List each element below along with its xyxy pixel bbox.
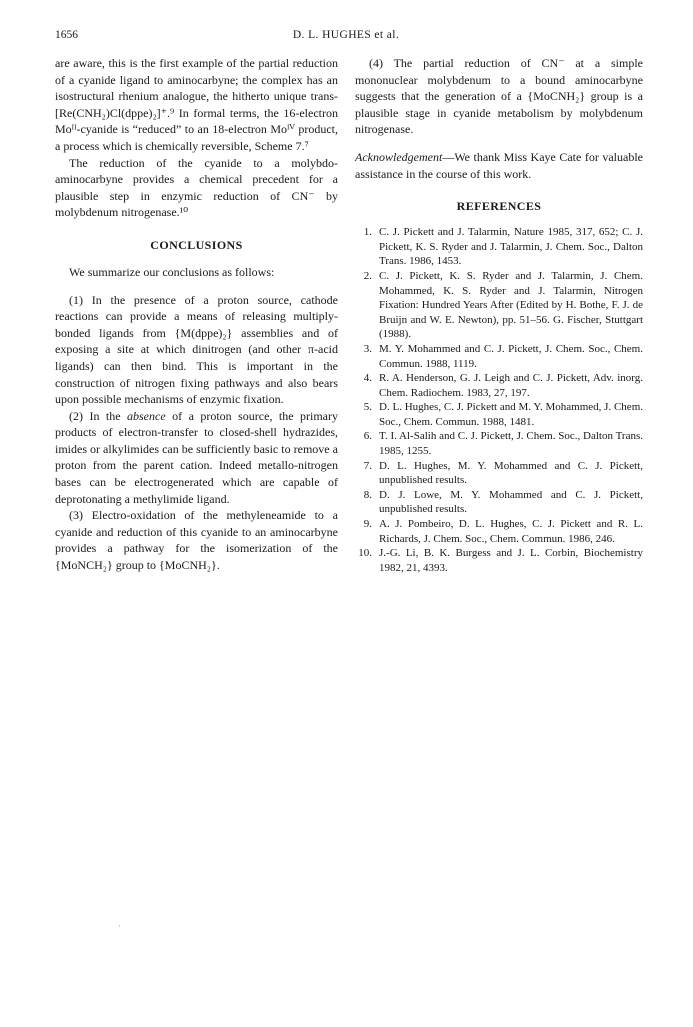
reference-number: 7. [363, 459, 372, 472]
conclusion-1: (1) In the presence of a proton source, cathode reactions can provide a means of releasing multiply-bonded ligands from {M(dppe)₂} assemblies and of exposing a site at which dinitrogen (and other π-acid ligands) can then bind. This is important in the construction of nitrogen fixing pathways and also bears upon possible mechanisms of enzymic fixation. [55, 292, 338, 407]
reference-text: D. J. Lowe, M. Y. Mohammed and C. J. Pickett, unpublished results. [379, 488, 643, 516]
reference-number: 6. [363, 430, 372, 443]
reference-text: M. Y. Mohammed and C. J. Pickett, J. Chem. Soc., Chem. Commun. 1988, 1119. [379, 342, 643, 370]
conclusion-2-emphasis: absence [127, 408, 166, 423]
reference-number: 4. [363, 372, 372, 385]
reference-item [355, 517, 643, 546]
reference-text: T. I. Al-Salih and C. J. Pickett, J. Chem. Soc., Dalton Trans. 1985, 1255. [379, 430, 643, 458]
paragraph-chemical-precedent: The reduction of the cyanide to a molybdo-aminocarbyne provides a chemical precedent for a plausible step in enzymic reduction of CN⁻ by molybdenum nitrogenase.¹⁰ [55, 155, 338, 220]
conclusion-2 [55, 408, 338, 508]
conclusion-2-text-a: (2) In the [69, 408, 128, 423]
reference-item [355, 225, 643, 269]
conclusions-heading: CONCLUSIONS [150, 237, 243, 252]
reference-item [355, 269, 643, 342]
reference-number: 9. [363, 518, 372, 531]
references-heading: REFERENCES [456, 199, 542, 214]
reference-text: D. L. Hughes, C. J. Pickett and M. Y. Mohammed, J. Chem. Soc., Chem. Commun. 1988, 1481. [379, 401, 643, 428]
page-number: 1656 [55, 29, 78, 41]
acknowledgement [355, 149, 643, 182]
paragraph-cyanide-reduction: are aware, this is the first example of the partial reduction of a cyanide ligand to aminocarbyne; the complex has an isostructural rhenium analogue, the hitherto unique trans-[Re(CNH₂)Cl(dppe)₂]⁺.⁹ In formal terms, the 16-electron Moᴵᴵ-cyanide is “reduced” to an 18-electron Moᴵⱽ product, a process which is chemically reversible, Scheme 7.⁷ [55, 56, 338, 153]
references-list [355, 225, 643, 575]
scan-mark: · [118, 922, 121, 931]
reference-text: J.-G. Li, B. K. Burgess and J. L. Corbin, Biochemistry 1982, 21, 4393. [379, 547, 643, 574]
reference-number: 8. [363, 488, 372, 501]
reference-item [355, 371, 643, 400]
reference-number: 2. [363, 269, 372, 282]
reference-number: 10. [358, 547, 372, 560]
reference-item [355, 488, 643, 517]
reference-item [355, 459, 643, 488]
conclusion-2-text-b: of a proton source, the primary products of electron-transfer to closed-shell hydrazides, imides or alkylimides can be sufficiently basic to remove a proton from the parent cation. Indeed metallo-nitrogen bases can be electrogenerated which are capable of deprotonating a methylimide ligand. [55, 408, 338, 506]
conclusion-4: (4) The partial reduction of CN⁻ at a simple mononuclear molybdenum to a bound aminocarbyne suggests that the generation of a {MoCNH₂} group is a plausible stage in cyanide metabolism by molybdenum nitrogenase. [355, 56, 643, 137]
acknowledgement-text: —We thank Miss Kaye Cate for valuable assistance in the course of this work. [355, 149, 643, 181]
reference-item [355, 342, 643, 371]
conclusion-3: (3) Electro-oxidation of the methyleneamide to a cyanide and reduction of this cyanide to an aminocarbyne provides a pathway for the isomerization of the {MoNCH₂} group to {MoCNH₂}. [55, 508, 338, 573]
reference-item [355, 546, 643, 575]
reference-item [355, 400, 643, 429]
running-title: D. L. HUGHES et al. [292, 29, 400, 41]
reference-text: D. L. Hughes, M. Y. Mohammed and C. J. Pickett, unpublished results. [379, 459, 643, 487]
reference-number: 3. [363, 342, 372, 355]
running-header [55, 29, 637, 45]
reference-text: A. J. Pombeiro, D. L. Hughes, C. J. Pickett and R. L. Richards, J. Chem. Soc., Chem. Commun. 1986, 246. [379, 518, 643, 545]
reference-number: 1. [363, 226, 372, 239]
right-column [355, 55, 643, 575]
reference-text: C. J. Pickett, K. S. Ryder and J. Talarmin, J. Chem. Mohammed, K. S. Ryder and J. Talarmin, Nitrogen Fixation: Hundred Years After (Edited by H. Bothe, F. J. de Bruijn and W. E. Newton), pp. 51–56. G. Fischer, Stuttgart (1988). [379, 269, 643, 341]
left-column [55, 55, 338, 574]
reference-text: R. A. Henderson, G. J. Leigh and C. J. Pickett, Adv. inorg. Chem. Radiochem. 1983, 27, 197. [379, 372, 643, 399]
reference-item [355, 429, 643, 458]
reference-text: C. J. Pickett and J. Talarmin, Nature 1985, 317, 652; C. J. Pickett, K. S. Ryder and J. Talarmin, J. Chem. Soc., Dalton Trans. 1986, 1453. [379, 226, 643, 268]
conclusions-intro: We summarize our conclusions as follows: [69, 264, 275, 279]
reference-number: 5. [363, 401, 372, 414]
acknowledgement-label: Acknowledgement [355, 149, 443, 164]
